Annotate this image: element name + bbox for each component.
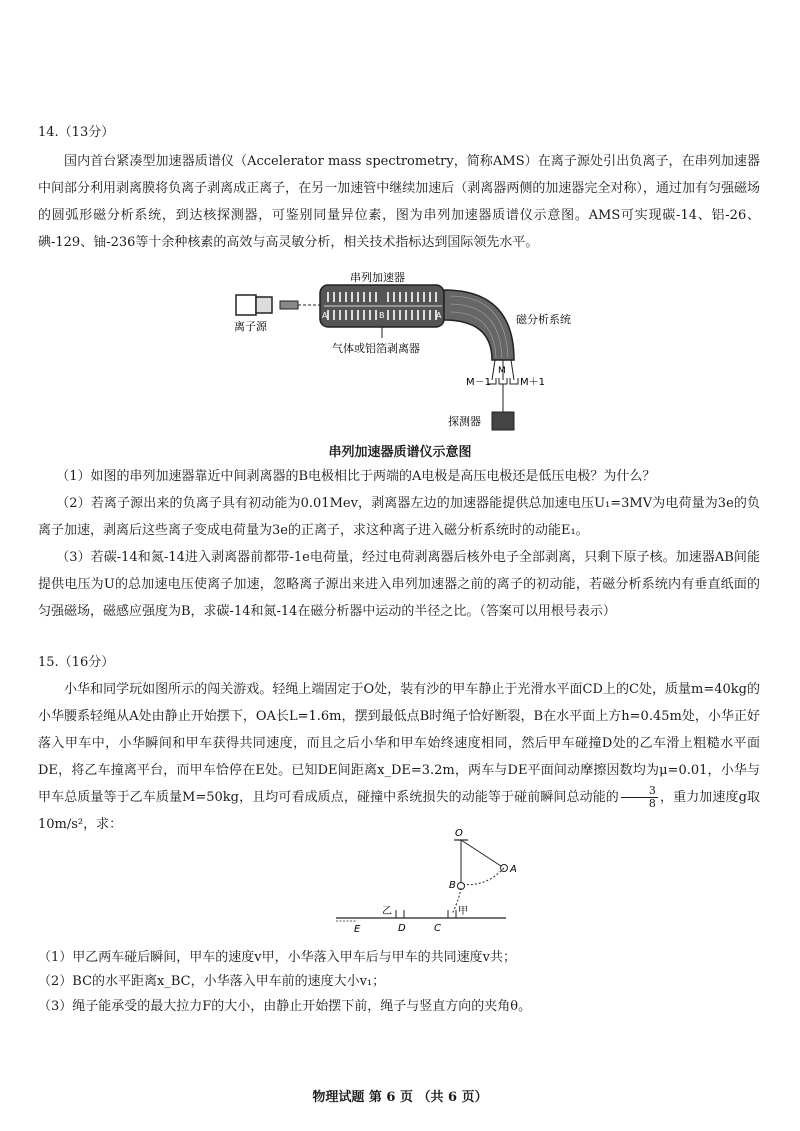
rope-initial xyxy=(461,840,504,868)
label-accelerator: 串列加速器 xyxy=(350,272,405,284)
beam-m-minus xyxy=(492,360,495,380)
fraction-denominator: 8 xyxy=(648,797,656,810)
ion-source-block-2 xyxy=(256,297,272,313)
tandem-accelerator-diagram xyxy=(222,272,602,437)
ion-source-block-1 xyxy=(236,295,256,315)
label-m: M xyxy=(498,366,506,376)
question-14-header: 14.（13分） xyxy=(38,125,115,140)
q15-intro-part-a: 小华和同学玩如图所示的闯关游戏。轻绳上端固定于O处，装有沙的甲车静止于光滑水平面CD上的C处，质量m=40kg的小华腰系轻绳从A处由静止开始摆下，OA长L=1.6m，摆到最低点B时绳子恰好断裂，B在水平面上方h=0.45m处，小华正好落入甲车中，小华瞬间和甲车获得共同速度，而且之后小华和甲车始终速度相同，然后甲车碰撞D处的乙车滑上粗糙水平面DE，将乙车撞离平台，而甲车恰停在E处。已知DE间距离x_DE=3.2m，两车与DE平面间动摩擦因数均为μ=0.01，小华与甲车总质量等于乙车质量M=50kg，且均可看成质点，碰撞中系统损失的动能等于碰前瞬间总动能的 xyxy=(38,682,760,805)
question-14-subquestions xyxy=(38,463,760,625)
label-stripper: 气体或铝箔剥离器 xyxy=(332,342,420,355)
loss-fraction xyxy=(621,785,658,810)
question-15-intro xyxy=(38,676,760,838)
q15-subquestion-3: （3）绳子能承受的最大拉力F的大小，由静止开始摆下前，绳子与竖直方向的夹角θ。 xyxy=(38,999,532,1014)
electrode-a-right: A xyxy=(436,311,442,320)
label-e: E xyxy=(354,924,361,935)
question-14-intro: 国内首台紧凑型加速器质谱仪（Accelerator mass spectrometry，简称AMS）在离子源处引出负离子，在串列加速器中间部分利用剥离膜将负离子剥离成正离子，在另一加速管中继续加速后（剥离器两侧的加速器完全对称），通过加有匀强磁场的圆弧形磁分析系统，到达核探测器，可鉴别同量异位素，图为串列加速器质谱仪示意图。AMS可实现碳-14、铝-26、碘-129、铀-236等十余种核素的高效与高灵敏分析，相关技术指标达到国际领先水平。 xyxy=(38,154,760,250)
label-m-minus: M－1 xyxy=(466,377,491,388)
page-footer: 物理试题 第 6 页 （共 6 页） xyxy=(312,1090,488,1105)
label-detector: 探测器 xyxy=(448,415,481,428)
label-magnetic-analyzer: 磁分析系统 xyxy=(516,313,571,326)
question-15-header: 15.（16分） xyxy=(38,655,115,670)
magnetic-analyzer xyxy=(444,290,514,360)
detector xyxy=(492,412,514,430)
swing-game-diagram xyxy=(330,828,550,940)
electrode-b: B xyxy=(379,311,385,320)
question-15-intro-block xyxy=(38,676,760,838)
beam-m-plus xyxy=(511,360,514,380)
label-b: B xyxy=(449,880,456,891)
cart-yi xyxy=(396,910,404,918)
q15-intro-part-b: ，重力加速度g取10m/s²，求： xyxy=(38,790,760,832)
label-d: D xyxy=(398,923,406,934)
label-o: O xyxy=(455,828,463,839)
fraction-numerator: 3 xyxy=(621,785,658,798)
label-m-plus: M＋1 xyxy=(520,377,545,388)
q14-subquestion-3: （3）若碳-14和氮-14进入剥离器前都带-1e电荷量，经过电荷剥离器后核外电子全部剥离，只剩下原子核。加速器AB间能提供电压为U的总加速电压使离子加速，忽略离子源出来进入串列加速器之前的离子的初动能，若磁分析系统内有垂直纸面的匀强磁场，磁感应强度为B，求碳-14和氮-14在磁分析器中运动的半径之比。（答案可以用根号表示） xyxy=(38,550,760,619)
q15-subquestion-2: （2）BC的水平距离x_BC，小华落入甲车前的速度大小v₁； xyxy=(38,974,386,989)
q14-subquestion-1: （1）如图的串列加速器靠近中间剥离器的B电极相比于两端的A电极是高压电极还是低压电极？为什么？ xyxy=(56,469,656,484)
label-ion-source: 离子源 xyxy=(234,320,267,333)
label-jia: 甲 xyxy=(458,906,468,917)
label-c: C xyxy=(434,923,441,934)
q15-subquestion-1: （1）甲乙两车碰后瞬间，甲车的速度v甲，小华落入甲车后与甲车的共同速度v共； xyxy=(38,950,516,965)
electrode-a-left: A xyxy=(322,311,328,320)
cart-jia xyxy=(448,910,456,918)
swing-arc xyxy=(461,868,504,885)
figure-1-caption: 串列加速器质谱仪示意图 xyxy=(328,445,472,460)
label-a: A xyxy=(510,864,517,875)
q14-subquestion-2: （2）若离子源出来的负离子具有初动能为0.01Mev，剥离器左边的加速器能提供总加速电压U₁=3MV为电荷量为3e的负离子加速，剥离后这些离子变成电荷量为3e的正离子，求这种离子进入磁分析系统时的动能E₁。 xyxy=(38,496,760,538)
question-14-intro-block xyxy=(38,148,760,256)
label-yi: 乙 xyxy=(382,906,392,917)
ion-source-nozzle xyxy=(280,301,298,309)
